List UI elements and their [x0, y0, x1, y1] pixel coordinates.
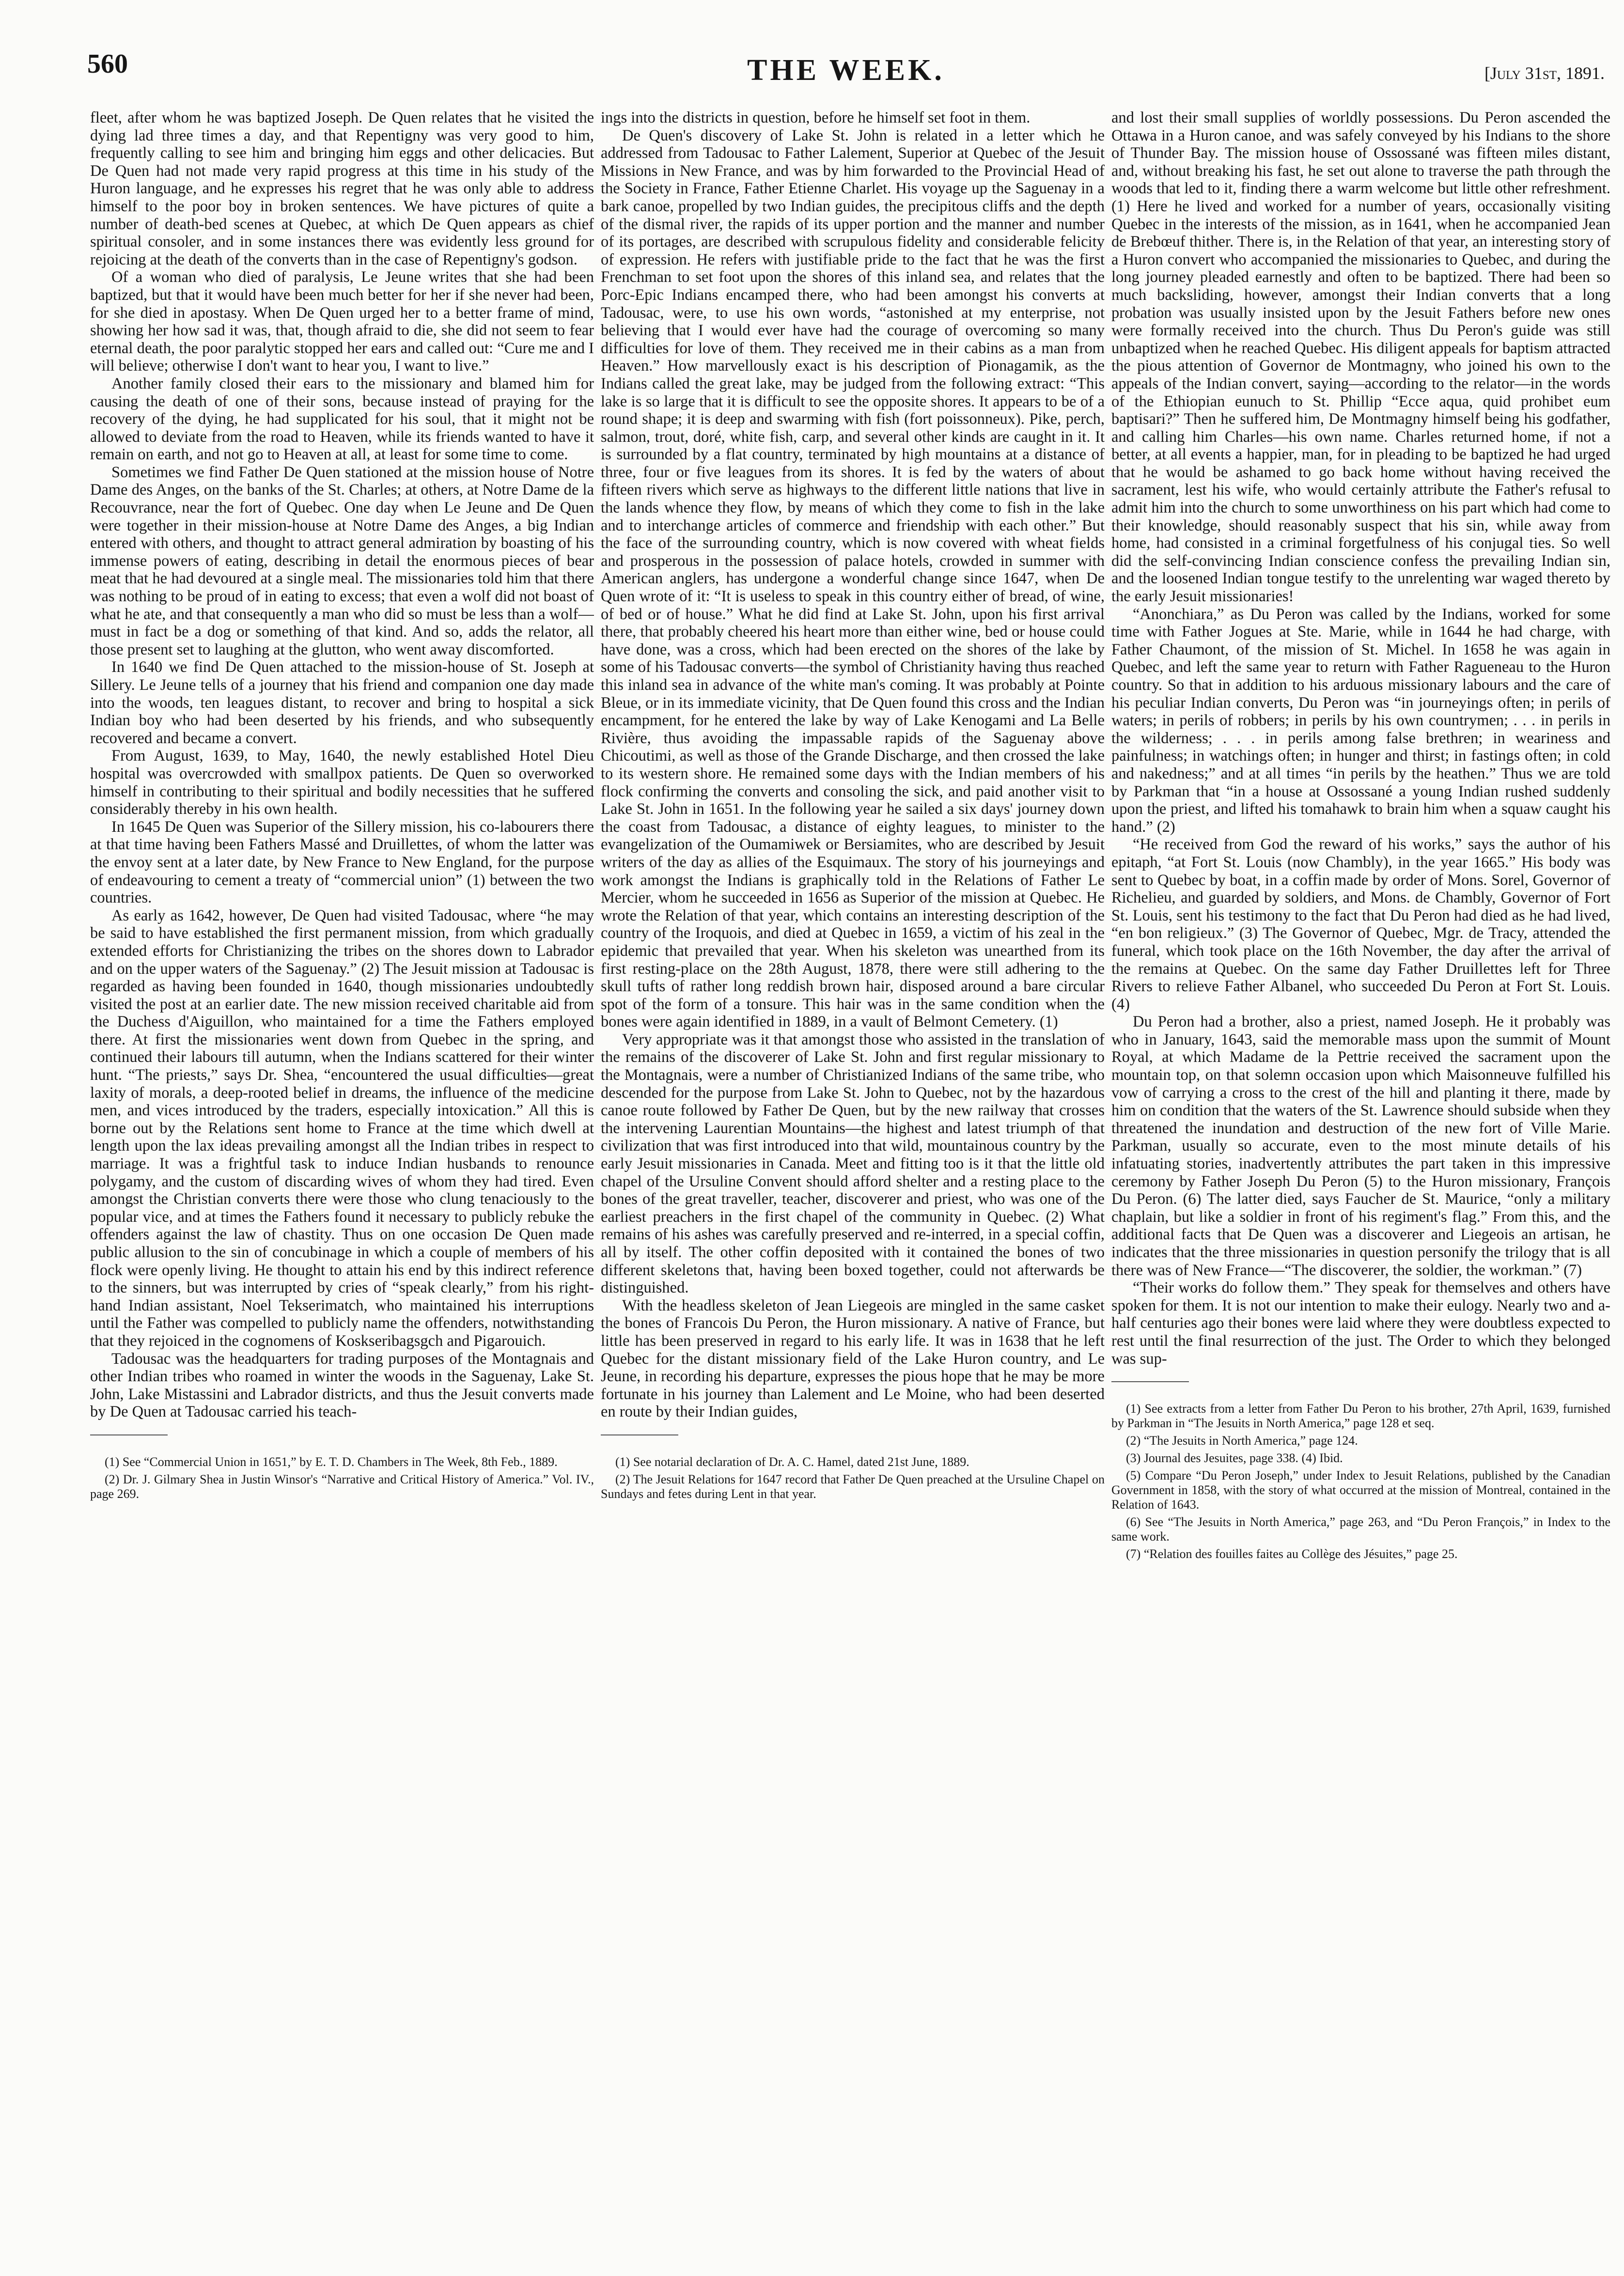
paragraph: ings into the districts in question, before he himself set foot in them. [601, 109, 1031, 126]
footnote: (1) See extracts from a letter from Father Du Peron to his brother, 27th April, 1639, furnished by Parkman in “The Jesuits in North America,” page 128 et seq. [1111, 1402, 1610, 1431]
footnote: (1) See “Commercial Union in 1651,” by E. T. D. Chambers in The Week, 8th Feb., 1889. [105, 1454, 558, 1469]
article-column-1 [90, 109, 594, 2255]
issue-date: [July 31st, 1891. [1484, 63, 1605, 83]
footnotes [90, 1450, 594, 1501]
footnote-divider [90, 1434, 168, 1435]
footnote: (7) “Relation des fouilles faites au Collège des Jésuites,” page 25. [1126, 1547, 1458, 1561]
footnote: (5) Compare “Du Peron Joseph,” under Index to Jesuit Relations, published by the Canadian Government in 1858, with the story of what occurred at the mission of Montreal, contained in the Relation of 1643. [1111, 1468, 1610, 1512]
footnote: (2) The Jesuit Relations for 1647 record that Father De Quen preached at the Ursuline Chapel on Sundays and fetes during Lent in that year. [601, 1472, 1105, 1501]
paragraph: De Quen's discovery of Lake St. John is related in a letter which he addressed from Tadousac to Father Lalement, Superior at Quebec of the Jesuit Missions in New France, and was by him forwarded to the Provincial Head of the Society in France, Father Etienne Charlet. His voyage up the Saguenay in a bark canoe, propelled by two Indian guides, the precipitous cliffs and the depth of the dismal river, the rapids of its upper portion and the manner and number of its portages, are described with scrupulous fidelity and considerable felicity of expression. He refers with justifiable pride to the fact that he was the first Frenchman to set foot upon the shores of this inland sea, and relates that the Porc-Epic Indians encamped there, who had been amongst his converts at Tadousac, were, to use his own words, “astonished at my enterprise, not believing that I would ever have had the courage of overcoming so many difficulties for love of them. They received me in their cabins as a man from Heaven.” How marvellously exact is his description of Pionagamik, as the Indians called the great lake, may be judged from the following extract: “This lake is so large that it is difficult to see the opposite shores. It appears to be of a round shape; it is deep and swarming with fish (fort poissonneux). Pike, perch, salmon, trout, doré, white fish, carp, and several other kinds are caught in it. It is surrounded by a flat country, terminated by high mountains at a distance of three, four or five leagues from its shores. It is fed by the waters of about fifteen rivers which serve as highways to the different little nations that live in the lands whence they flow, by means of which they come to fish in the lake and to interchange articles of commerce and friendship with each other.” But the face of the surrounding country, which is now covered with wheat fields and prosperous in the possession of palace hotels, crowded in summer with American anglers, has undergone a wonderful change since 1647, when De Quen wrote of it: “It is useless to speak in this country either of bread, of wine, of bed or of house.” What he did find at Lake St. John, upon his first arrival there, that probably cheered his heart more than either wine, bed or house could have done, was a cross, which had been erected on the shores of the lake by some of his Tadousac converts—the symbol of Christianity having thus reached this inland sea in advance of the white man's coming. It was probably at Pointe Bleue, or in its immediate vicinity, that De Quen found this cross and the Indian encampment, for he entered the lake by way of Lake Kenogami and La Belle Rivière, thus avoiding the impassable rapids of the Saguenay above Chicoutimi, as well as those of the Grande Discharge, and then crossed the lake to its western shore. He remained some days with the Indian members of his flock confirming the converts and consoling the sick, and paid another visit to Lake St. John in 1651. In the following year he sailed a six days' journey down the coast from Tadousac, a distance of eighty leagues, to minister to the evangelization of the Oumamiwek or Bersiamites, who are described by Jesuit writers of the day as allies of the Esquimaux. The story of his journeyings and work amongst the Indians is graphically told in the Relations of Father Le Mercier, whom he succeeded in 1656 as Superior of the mission at Quebec. He wrote the Relation of that year, which contains an interesting description of the country of the Iroquois, and died at Quebec in 1659, a victim of his zeal in the epidemic that prevailed that year. When his skeleton was unearthed from its first resting-place on the 28th August, 1878, there were still adhering to the skull tufts of rather long reddish brown hair, disposed around a bare circular spot of the form of a tonsure. This hair was in the same condition when the bones were again identified in 1889, in a vault of Belmont Cemetery. (1) [601, 126, 1105, 1031]
journal-title: THE WEEK. [747, 54, 945, 87]
paragraph: fleet, after whom he was baptized Joseph. De Quen relates that he visited the dying lad three times a day, and that Repentigny was very good to him, frequently calling to see him and bringing him eggs and other delicacies. But De Quen had not made very rapid progress at this time in his study of the Huron language, and he expresses his regret that he was only able to address himself to the poor boy in broken sentences. We have pictures of quite a number of death-bed scenes at Quebec, at which De Quen appears as chief spiritual consoler, and in some instances there was evidently less ground for rejoicing at the death of the converts than in the case of Repentigny's godson. [90, 109, 594, 268]
paragraph: With the headless skeleton of Jean Liegeois are mingled in the same casket the bones of Francois Du Peron, the Huron missionary. A native of France, but little has been preserved in regard to his early life. It was in 1638 that he left Quebec for the distant missionary field of the Lake Huron country, and Le Jeune, in recording his departure, expresses the pious hope that he may be more fortunate in his journey than Lalement and Le Moine, who had been deserted en route by their Indian guides, [601, 1296, 1105, 1421]
paragraph: “Their works do follow them.” They speak for themselves and others have spoken for them. It is not our intention to make their eulogy. Nearly two and a-half centuries ago their bones were laid where they were doubtless expected to rest until the final resurrection of the just. The Order to which they belonged was sup- [1111, 1279, 1610, 1368]
footnotes [601, 1450, 1105, 1501]
page-number: 560 [87, 49, 128, 79]
paragraph: As early as 1642, however, De Quen had visited Tadousac, where “he may be said to have established the first permanent mission, from which gradually extended efforts for Christianizing the tribes on the shores down to Labrador and on the upper waters of the Saguenay.” (2) The Jesuit mission at Tadousac is regarded as having been founded in 1640, though missionaries undoubtedly visited the post at an earlier date. The new mission received charitable aid from the Duchess d'Aiguillon, who maintained for a time the Fathers employed there. At first the missionaries went down from Quebec in the spring, and continued their labours till autumn, when the Indians scattered for their winter hunt. “The priests,” says Dr. Shea, “encountered the usual difficulties—great laxity of morals, a deep-rooted belief in dreams, the influence of the medicine men, and vices introduced by the traders, especially intoxication.” All this is borne out by the Relations sent home to France at the time which dwell at length upon the lax ideas prevailing amongst all the Indian tribes in respect to marriage. It was a frightful task to induce Indian husbands to renounce polygamy, and the custom of discarding wives of whom they had tired. Even amongst the Christian converts there were those who clung tenaciously to the popular vice, and at times the Fathers found it necessary to publicly rebuke the offenders against the law of chastity. Thus on one occasion De Quen made public allusion to the sin of concubinage in which a couple of members of his flock were openly living. He thought to attain his end by this indirect reference to the sinners, but was interrupted by cries of “speak clearly,” from his right-hand Indian assistant, Noel Tekserimatch, who maintained his interruptions until the Father was compelled to publicly name the offenders, notwithstanding that they rejoiced in the cognomens of Koskseribagsgch and Pigarouich. [90, 906, 594, 1350]
page-header [87, 44, 1605, 111]
paragraph: Of a woman who died of paralysis, Le Jeune writes that she had been baptized, but that it would have been much better for her if she never had been, for she died in apostasy. When De Quen urged her to a better frame of mind, showing her how sad it was, that, though afraid to die, she did not seem to fear eternal death, the poor paralytic stopped her ears and called out: “Cure me and I will believe; otherwise I don't want to hear you, I want to live.” [90, 268, 594, 375]
paragraph: “Anonchiara,” as Du Peron was called by the Indians, worked for some time with Father Jogues at Ste. Marie, while in 1644 he had charge, with Father Chaumont, of the mission of St. Michel. In 1658 he was again in Quebec, and left the same year to return with Father Ragueneau to the Huron country. So that in addition to his arduous missionary labours and the care of his peculiar Indian converts, Du Peron was “in journeyings often; in perils of waters; in perils of robbers; in perils by his own countrymen; . . . in perils in the wilderness; . . . in perils among false brethren; in weariness and painfulness; in watchings often; in hunger and thirst; in fastings often; in cold and nakedness;” and at all times “in perils by the heathen.” Thus we are told by Parkman that “in a house at Ossossané a young Indian rushed suddenly upon the priest, and lifted his tomahawk to brain him when a squaw caught his hand.” (2) [1111, 605, 1610, 836]
paragraph: In 1640 we find De Quen attached to the mission-house of St. Joseph at Sillery. Le Jeune tells of a journey that his friend and companion one day made into the woods, ten leagues distant, to recover and bring to hospital a sick Indian boy who had been deserted by his friends, and who subsequently recovered and became a convert. [90, 658, 594, 747]
paragraph: From August, 1639, to May, 1640, the newly established Hotel Dieu hospital was overcrowded with smallpox patients. De Quen so overworked himself in contributing to their spiritual and bodily necessities that he suffered considerably thereby in his own health. [90, 747, 594, 818]
footnote-divider [1111, 1381, 1189, 1382]
footnote-divider [601, 1434, 678, 1435]
article-column-3 [1111, 109, 1610, 2255]
paragraph: Sometimes we find Father De Quen stationed at the mission house of Notre Dame des Anges, on the banks of the St. Charles; at others, at Notre Dame de la Recouvrance, near the fort of Quebec. One day when Le Jeune and De Quen were together in their mission-house at Notre Dame des Anges, a big Indian entered with others, and thought to attract general admiration by boasting of his immense powers of eating, describing in detail the enormous pieces of bear meat that he had devoured at a single meal. The missionaries told him that there was nothing to be proud of in eating to excess; that even a wolf did not boast of what he ate, and that consequently a man who did so must be less than a wolf—must in fact be a dog or something of that kind. And so, adds the relator, all those present set to laughing at the glutton, who went away discomforted. [90, 463, 594, 658]
footnote: (2) “The Jesuits in North America,” page 124. [1126, 1434, 1358, 1448]
footnote: (3) Journal des Jesuites, page 338. (4) Ibid. [1126, 1451, 1343, 1465]
footnote: (1) See notarial declaration of Dr. A. C. Hamel, dated 21st June, 1889. [615, 1454, 969, 1469]
footnote: (2) Dr. J. Gilmary Shea in Justin Winsor's “Narrative and Critical History of America.” Vol. IV., page 269. [90, 1472, 594, 1501]
footnotes [1111, 1397, 1610, 1561]
paragraph: Du Peron had a brother, also a priest, named Joseph. He it probably was who in January, 1643, said the memorable mass upon the summit of Mount Royal, at which Madame de la Pettrie received the sacrament upon the mountain top, on that solemn occasion upon which Maisonneuve fulfilled his vow of carrying a cross to the crest of the hill and planting it there, made by him on condition that the waters of the St. Lawrence should subside when they threatened the inundation and destruction of the new fort of Ville Marie. Parkman, usually so accurate, even to the most minute details of his infatuating stories, inadvertently attributes the part taken in this impressive ceremony by Father Joseph Du Peron (5) to the Huron missionary, François Du Peron. (6) The latter died, says Faucher de St. Maurice, “only a military chaplain, but like a soldier in front of his regiment's flag.” From this, and the additional facts that De Quen was a discoverer and Liegeois an artisan, he indicates that the three missionaries in question personify the trilogy that is all there was of New France—“The discoverer, the soldier, the workman.” (7) [1111, 1013, 1610, 1279]
paragraph: Another family closed their ears to the missionary and blamed him for causing the death of one of their sons, because instead of praying for the recovery of the dying, he had supplicated for his soul, that it might not be allowed to deviate from the road to Heaven, while its friends wanted to have it remain on earth, and not go to Heaven at all, at least for some time to come. [90, 374, 594, 464]
paragraph: In 1645 De Quen was Superior of the Sillery mission, his co-labourers there at that time having been Fathers Massé and Druillettes, of whom the latter was the envoy sent at a later date, by New France to New England, for the purpose of endeavouring to cement a treaty of “commercial union” (1) between the two countries. [90, 818, 594, 907]
article-column-2 [601, 109, 1105, 2255]
paragraph: and lost their small supplies of worldly possessions. Du Peron ascended the Ottawa in a Huron canoe, and was safely conveyed by his Indians to the shore of Thunder Bay. The mission house of Ossossané was fifteen miles distant, and, without breaking his fast, he set out alone to traverse the path through the woods that led to it, finding there a warm welcome but little other refreshment. (1) Here he lived and worked for a number of years, occasionally visiting Quebec in the interests of the mission, as in 1641, when he accompanied Jean de Brebœuf thither. There is, in the Relation of that year, an interesting story of a Huron convert who accompanied the missionaries to Quebec, and during the long journey pleaded earnestly and often to be baptized. There had been so much backsliding, however, amongst their Indian converts that a long probation was usually insisted upon by the Jesuit Fathers before new ones were formally received into the church. Thus Du Peron's guide was still unbaptized when he reached Quebec. His diligent appeals for baptism attracted the pious attention of Governor de Montmagny, who joined his own to the appeals of the Indian convert, saying—according to the relator—in the words of the Ethiopian eunuch to St. Phillip “Ecce aqua, quid prohibet eum baptisari?” Then he suffered him, De Montmagny himself being his godfather, and calling him Charles—his own name. Charles returned home, if not a better, at all events a happier, man, for in pleading to be baptized he had urged that he would be ashamed to go back home without having received the sacrament, lest his wife, who would certainly attribute the Father's refusal to admit him into the church to some unworthiness on his part which had come to their knowledge, should reasonably suspect that his sin, while away from home, had consisted in a criminal forgetfulness of his conjugal ties. So well did the self-convincing Indian conscience confess the prevailing Indian sin, and the loosened Indian tongue testify to the unrelenting war waged thereto by the early Jesuit missionaries! [1111, 109, 1610, 606]
paragraph: Tadousac was the headquarters for trading purposes of the Montagnais and other Indian tribes who roamed in winter the woods in the Saguenay, Lake St. John, Lake Mistassini and Labrador districts, and thus the Jesuit converts made by De Quen at Tadousac carried his teach- [90, 1350, 594, 1421]
footnote: (6) See “The Jesuits in North America,” page 263, and “Du Peron François,” in Index to the same work. [1111, 1515, 1610, 1544]
paragraph: Very appropriate was it that amongst those who assisted in the translation of the remains of the discoverer of Lake St. John and first regular missionary to the Montagnais, were a number of Christianized Indians of the same tribe, who descended for the purpose from Lake St. John to Quebec, not by the hazardous canoe route followed by Father De Quen, but by the new railway that crosses the intervening Laurentian Mountains—the highest and latest triumph of that civilization that was first introduced into that wild, mountainous country by the early Jesuit missionaries in Canada. Meet and fitting too is it that the little old chapel of the Ursuline Convent should afford shelter and a resting place to the bones of the great traveller, teacher, discoverer and priest, who was one of the earliest preachers in the first chapel of the community in Quebec. (2) What remains of his ashes was carefully preserved and re-interred, in a special coffin, all by itself. The other coffin deposited with it contained the bones of two different skeletons that, having been boxed together, could not afterwards be distinguished. [601, 1030, 1105, 1297]
paragraph: “He received from God the reward of his works,” says the author of his epitaph, “at Fort St. Louis (now Chambly), in the year 1665.” His body was sent to Quebec by boat, in a coffin made by order of Mons. Sorel, Governor of Richelieu, and guarded by soldiers, and Mons. de Chambly, Governor of Fort St. Louis, sent his testimony to the fact that Du Peron had died as he had lived, “en bon religieux.” (3) The Governor of Quebec, Mgr. de Tracy, attended the funeral, which took place on the 16th November, the day after the arrival of the remains at Quebec. On the same day Father Druillettes left for Three Rivers to relieve Father Albanel, who succeeded Du Peron at Fort St. Louis. (4) [1111, 836, 1610, 1013]
